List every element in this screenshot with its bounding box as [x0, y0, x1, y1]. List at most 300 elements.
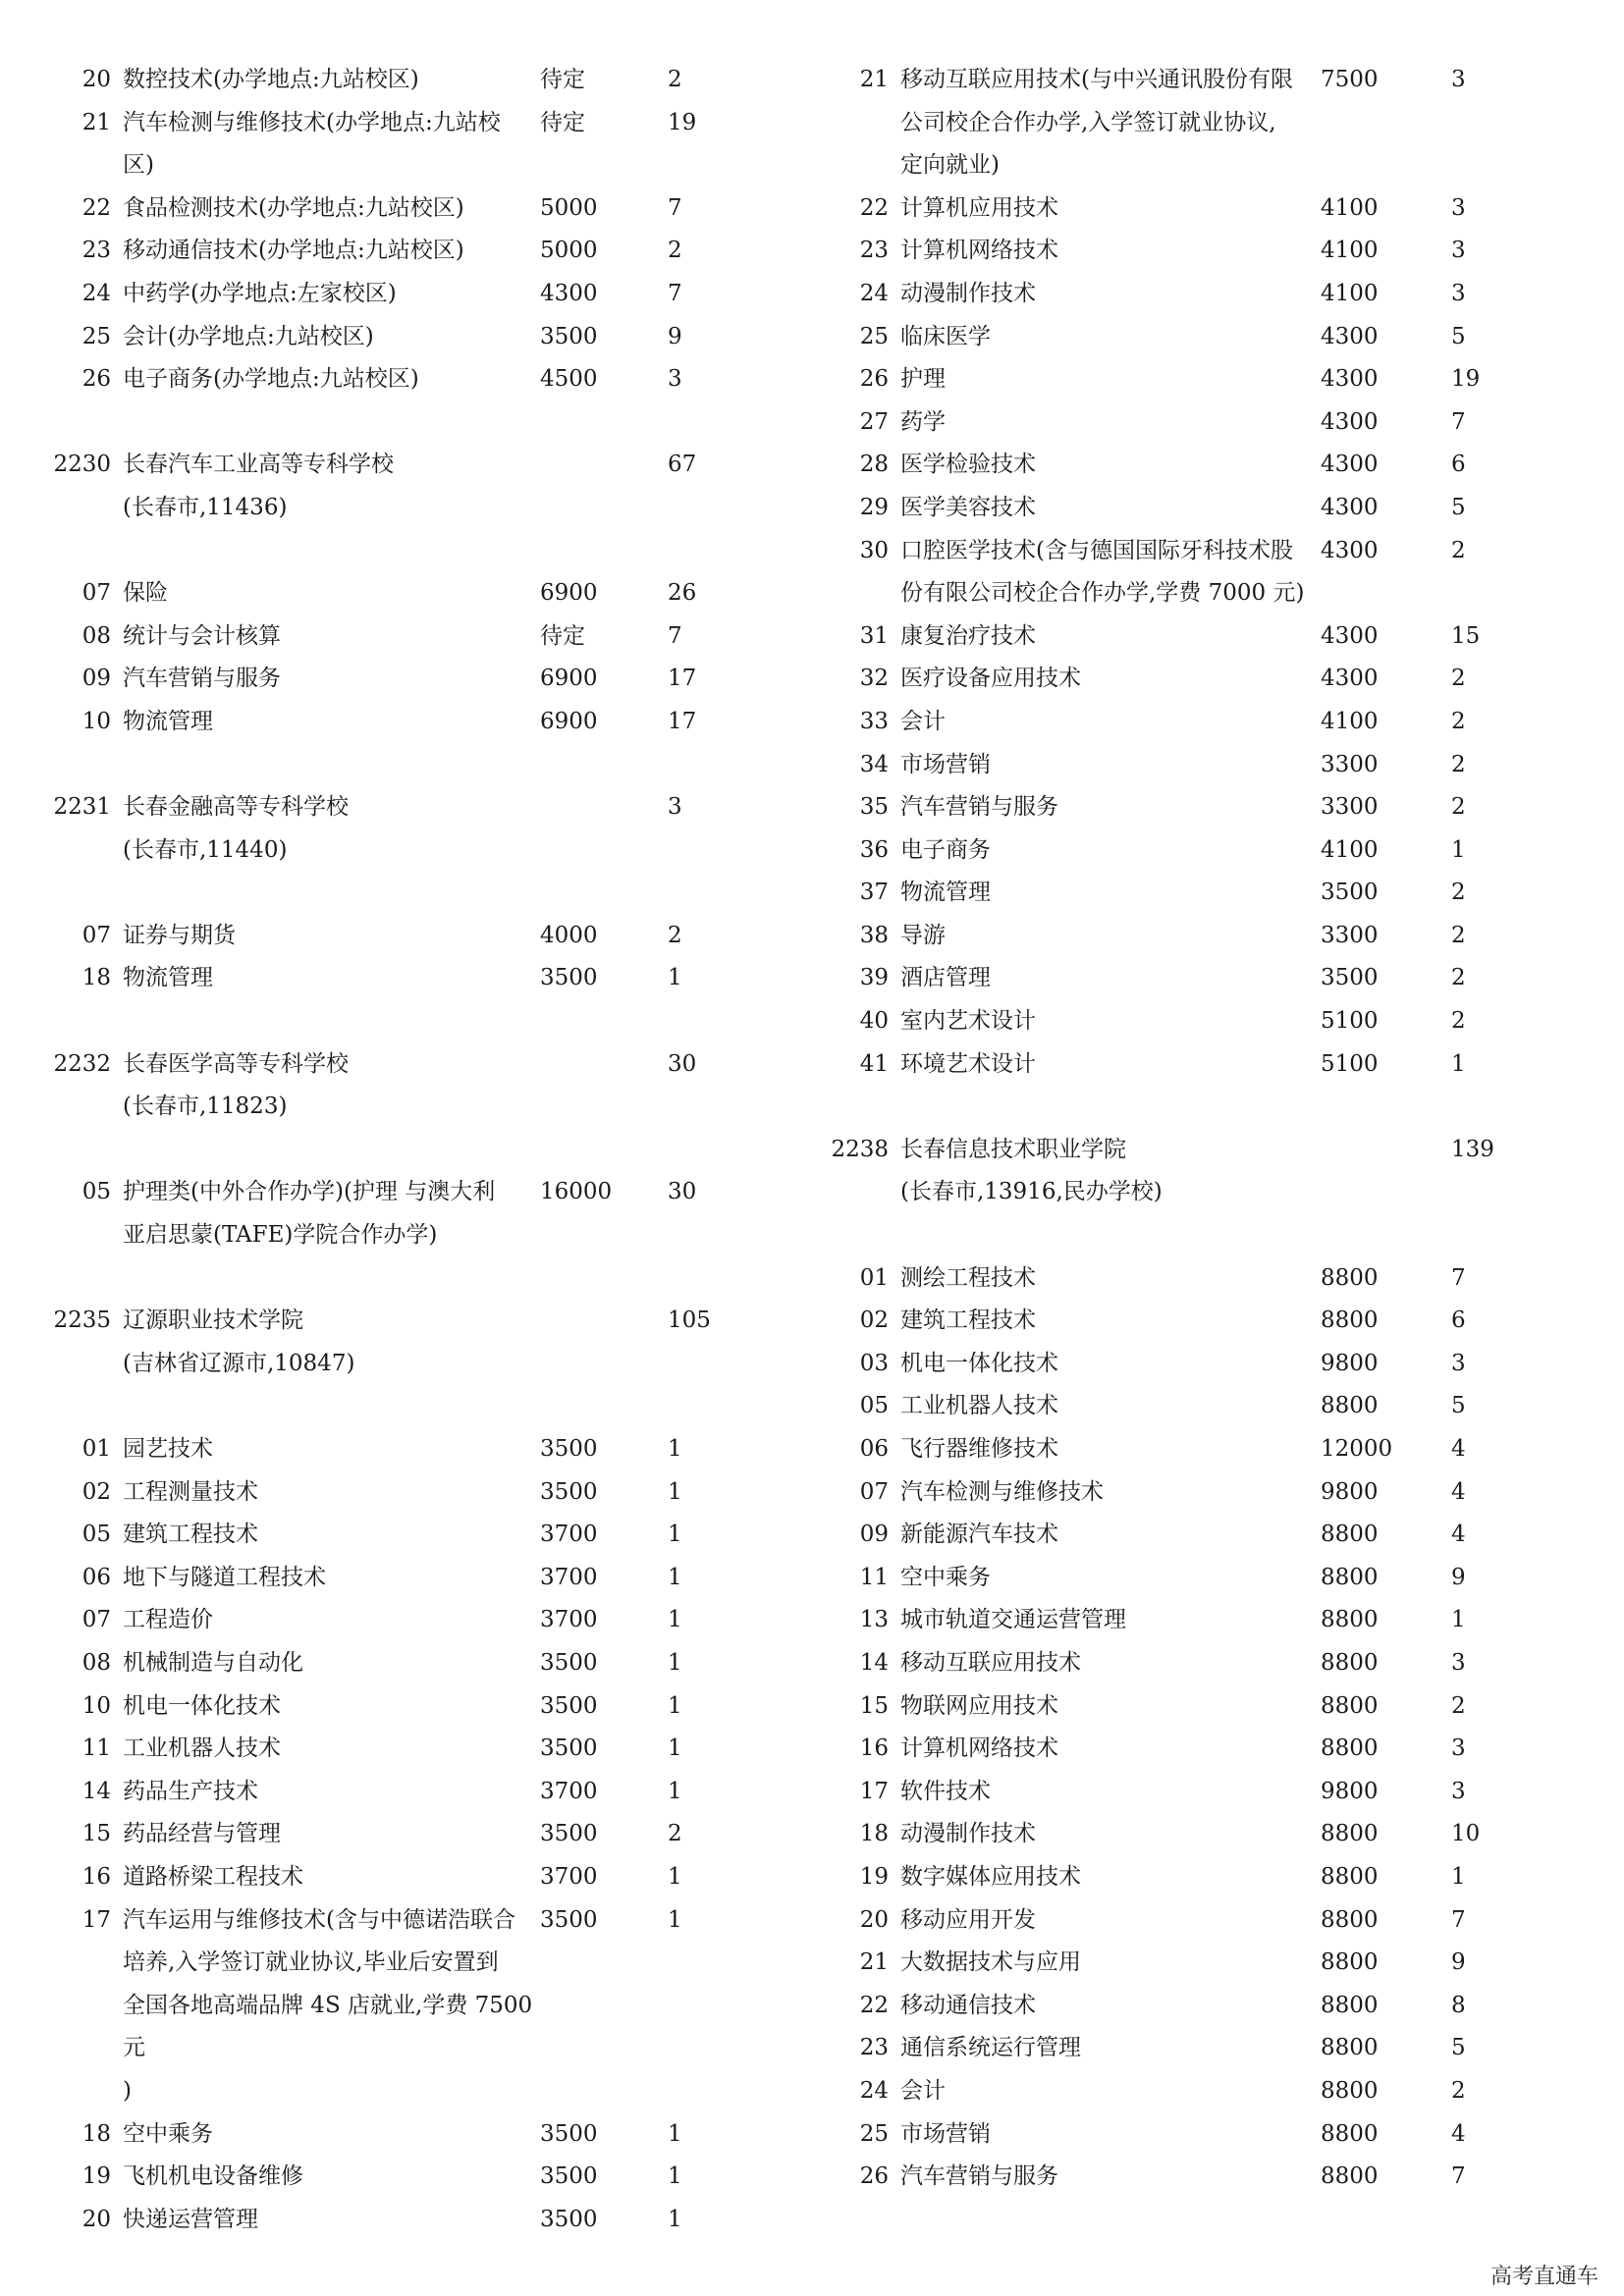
- major-plan: 1: [668, 1735, 682, 1762]
- major-name: 地下与隧道工程技术: [123, 1564, 326, 1590]
- major-code: 32: [859, 666, 889, 692]
- major-row: [827, 2027, 1583, 2070]
- major-row: [827, 1899, 1583, 1943]
- major-code: 33: [859, 708, 889, 734]
- spacer: [49, 1257, 795, 1301]
- major-fee: 3700: [540, 1607, 598, 1633]
- major-plan: 9: [668, 323, 682, 349]
- major-row: [827, 1043, 1583, 1087]
- major-fee: 3500: [540, 1821, 598, 1847]
- major-plan: 2: [1451, 794, 1466, 821]
- major-code: 20: [81, 67, 111, 92]
- major-name: 汽车营销与服务: [900, 794, 1058, 821]
- major-row: [49, 1599, 795, 1642]
- major-code: 26: [859, 366, 889, 393]
- school-name: 长春医学高等专科学校 (长春市,11823): [123, 1050, 349, 1120]
- right-column: [827, 59, 1583, 2199]
- major-name: 市场营销: [900, 2120, 991, 2147]
- major-plan: 3: [1451, 1778, 1466, 1804]
- major-code: 28: [859, 452, 889, 478]
- major-name: 工程测量技术: [123, 1478, 258, 1505]
- major-row: [827, 2070, 1583, 2113]
- school-row: [49, 1300, 795, 1385]
- major-fee: 8800: [1321, 1649, 1379, 1676]
- major-name: 移动通信技术(办学地点:九站校区): [123, 238, 464, 264]
- major-name: 会计: [900, 708, 946, 734]
- major-fee: 3500: [1321, 880, 1379, 906]
- major-name: 测绘工程技术: [900, 1264, 1036, 1291]
- major-name: 汽车营销与服务: [123, 666, 281, 692]
- major-plan: 7: [668, 622, 682, 649]
- major-name: 动漫制作技术: [900, 1821, 1036, 1847]
- major-code: 16: [859, 1735, 889, 1762]
- major-fee: 5100: [1321, 1050, 1379, 1077]
- major-fee: 4100: [1321, 194, 1379, 221]
- major-name: 空中乘务: [900, 1564, 991, 1590]
- major-code: 23: [859, 238, 889, 264]
- major-code: 37: [859, 880, 889, 906]
- major-fee: 4100: [1321, 238, 1379, 264]
- major-fee: 4300: [1321, 666, 1379, 692]
- spacer: [827, 1086, 1583, 1129]
- major-name: 电子商务: [900, 836, 991, 863]
- major-fee: 9800: [1321, 1778, 1379, 1804]
- major-row: [827, 786, 1583, 829]
- school-code: 2232: [53, 1050, 111, 1077]
- major-fee: 4000: [540, 922, 598, 948]
- major-row: [827, 1000, 1583, 1043]
- major-plan: 1: [668, 1436, 682, 1462]
- major-code: 02: [859, 1308, 889, 1334]
- school-code: 2235: [53, 1308, 111, 1334]
- major-fee: 7500: [1321, 67, 1379, 92]
- major-plan: 9: [1451, 1564, 1466, 1590]
- major-fee: 3500: [1321, 965, 1379, 991]
- major-fee: 12000: [1321, 1436, 1393, 1462]
- major-code: 15: [81, 1821, 111, 1847]
- major-fee: 9800: [1321, 1478, 1379, 1505]
- major-row: [827, 230, 1583, 273]
- watermark: 高考直通车: [1489, 2265, 1598, 2289]
- major-fee: 3300: [1321, 751, 1379, 777]
- major-row: [827, 1813, 1583, 1856]
- major-plan: 2: [1451, 880, 1466, 906]
- major-code: 01: [859, 1264, 889, 1291]
- major-fee: 3500: [540, 2206, 598, 2232]
- major-row: [49, 1771, 795, 1814]
- major-fee: 8800: [1321, 2035, 1379, 2061]
- major-row: [49, 1899, 795, 2113]
- school-plan: 30: [668, 1050, 697, 1077]
- major-name: 飞机机电设备维修: [123, 2163, 303, 2190]
- major-row: [49, 2199, 795, 2242]
- major-fee: 4300: [1321, 323, 1379, 349]
- major-name: 中药学(办学地点:左家校区): [123, 280, 397, 306]
- major-row: [49, 701, 795, 744]
- major-plan: 1: [668, 2206, 682, 2232]
- spacer: [49, 1385, 795, 1428]
- major-fee: 8800: [1321, 1607, 1379, 1633]
- major-plan: 1: [1451, 1050, 1466, 1077]
- major-code: 07: [81, 922, 111, 948]
- major-row: [827, 872, 1583, 915]
- major-code: 36: [859, 836, 889, 863]
- major-row: [49, 1171, 795, 1256]
- major-plan: 3: [1451, 1649, 1466, 1676]
- major-plan: 2: [668, 922, 682, 948]
- major-fee: 待定: [540, 622, 585, 649]
- major-name: 统计与会计核算: [123, 622, 281, 649]
- major-code: 23: [859, 2035, 889, 2061]
- major-row: [827, 957, 1583, 1000]
- major-plan: 7: [1451, 2163, 1466, 2190]
- major-plan: 1: [668, 2120, 682, 2147]
- major-plan: 3: [1451, 1735, 1466, 1762]
- major-name: 临床医学: [900, 323, 991, 349]
- major-fee: 8800: [1321, 1735, 1379, 1762]
- major-row: [49, 572, 795, 615]
- major-row: [49, 1685, 795, 1729]
- major-plan: 19: [668, 109, 697, 135]
- major-fee: 8800: [1321, 1821, 1379, 1847]
- major-code: 14: [859, 1649, 889, 1676]
- major-code: 18: [81, 965, 111, 991]
- major-code: 24: [859, 280, 889, 306]
- major-fee: 3500: [540, 965, 598, 991]
- major-name: 数字媒体应用技术: [900, 1863, 1081, 1890]
- major-plan: 4: [1451, 1478, 1466, 1505]
- major-name: 护理类(中外合作办学)(护理 与澳大利 亚启思蒙(TAFE)学院合作办学): [123, 1179, 496, 1249]
- school-plan: 3: [668, 794, 682, 821]
- school-plan: 67: [668, 452, 697, 478]
- school-name: 长春汽车工业高等专科学校 (长春市,11436): [123, 452, 394, 520]
- major-name: 电子商务(办学地点:九站校区): [123, 366, 419, 393]
- major-name: 酒店管理: [900, 965, 991, 991]
- major-plan: 1: [668, 1778, 682, 1804]
- major-fee: 待定: [540, 67, 585, 92]
- major-code: 21: [859, 1949, 889, 1976]
- major-name: 计算机网络技术: [900, 1735, 1058, 1762]
- major-fee: 3700: [540, 1564, 598, 1590]
- major-code: 15: [859, 1692, 889, 1719]
- major-fee: 3500: [540, 323, 598, 349]
- major-row: [827, 1599, 1583, 1642]
- major-plan: 2: [1451, 1008, 1466, 1035]
- major-row: [49, 1642, 795, 1685]
- school-code: 2231: [53, 794, 111, 821]
- major-fee: 4300: [540, 280, 598, 306]
- major-code: 10: [81, 1692, 111, 1719]
- major-name: 飞行器维修技术: [900, 1436, 1058, 1462]
- major-code: 22: [81, 194, 111, 221]
- major-name: 医学美容技术: [900, 494, 1036, 520]
- major-plan: 2: [1451, 537, 1466, 563]
- major-code: 29: [859, 494, 889, 520]
- major-row: [827, 1428, 1583, 1471]
- major-code: 19: [81, 2163, 111, 2190]
- major-fee: 5000: [540, 194, 598, 221]
- major-fee: 3700: [540, 1863, 598, 1890]
- major-plan: 4: [1451, 1522, 1466, 1548]
- major-row: [49, 1471, 795, 1515]
- major-plan: 3: [1451, 194, 1466, 221]
- major-row: [827, 1856, 1583, 1899]
- major-row: [827, 2113, 1583, 2157]
- major-name: 药学: [900, 408, 946, 435]
- major-code: 20: [859, 1906, 889, 1933]
- school-name: 长春金融高等专科学校 (长春市,11440): [123, 794, 349, 863]
- major-fee: 8800: [1321, 1949, 1379, 1976]
- major-name: 物流管理: [123, 965, 213, 991]
- major-fee: 3500: [540, 2120, 598, 2147]
- major-row: [827, 1300, 1583, 1343]
- major-fee: 8800: [1321, 1393, 1379, 1419]
- major-row: [827, 2156, 1583, 2199]
- major-fee: 8800: [1321, 1863, 1379, 1890]
- major-name: 会计(办学地点:九站校区): [123, 323, 374, 349]
- major-plan: 9: [1451, 1949, 1466, 1976]
- major-name: 建筑工程技术: [123, 1522, 258, 1548]
- major-code: 06: [859, 1436, 889, 1462]
- major-fee: 8800: [1321, 1906, 1379, 1933]
- major-plan: 2: [1451, 922, 1466, 948]
- major-row: [49, 1813, 795, 1856]
- major-fee: 3500: [540, 1906, 598, 1933]
- major-plan: 1: [668, 1607, 682, 1633]
- major-row: [827, 487, 1583, 530]
- school-code: 2238: [831, 1136, 889, 1162]
- major-plan: 3: [668, 366, 682, 393]
- major-name: 大数据技术与应用: [900, 1949, 1081, 1976]
- major-name: 工程造价: [123, 1607, 213, 1633]
- major-name: 道路桥梁工程技术: [123, 1863, 303, 1890]
- major-name: 移动互联应用技术: [900, 1649, 1081, 1676]
- major-plan: 7: [668, 194, 682, 221]
- major-plan: 1: [668, 1906, 682, 1933]
- major-code: 07: [859, 1478, 889, 1505]
- major-fee: 3500: [540, 1478, 598, 1505]
- major-name: 机电一体化技术: [900, 1350, 1058, 1376]
- major-fee: 3300: [1321, 794, 1379, 821]
- major-code: 30: [859, 537, 889, 563]
- major-fee: 8800: [1321, 1308, 1379, 1334]
- major-row: [827, 658, 1583, 701]
- major-code: 21: [859, 67, 889, 92]
- major-fee: 4300: [1321, 408, 1379, 435]
- major-plan: 30: [668, 1179, 697, 1205]
- major-name: 药品生产技术: [123, 1778, 258, 1804]
- major-row: [49, 1728, 795, 1771]
- major-code: 17: [81, 1906, 111, 1933]
- major-fee: 8800: [1321, 1692, 1379, 1719]
- major-plan: 2: [1451, 708, 1466, 734]
- major-fee: 5100: [1321, 1008, 1379, 1035]
- major-code: 20: [81, 2206, 111, 2232]
- major-name: 导游: [900, 922, 946, 948]
- major-row: [49, 273, 795, 316]
- major-plan: 1: [668, 965, 682, 991]
- major-code: 23: [81, 238, 111, 264]
- major-code: 22: [859, 194, 889, 221]
- major-row: [827, 444, 1583, 487]
- major-plan: 1: [668, 1478, 682, 1505]
- major-name: 医疗设备应用技术: [900, 666, 1081, 692]
- major-fee: 8800: [1321, 2077, 1379, 2104]
- major-name: 物流管理: [900, 880, 991, 906]
- major-fee: 3700: [540, 1778, 598, 1804]
- major-code: 06: [81, 1564, 111, 1590]
- major-row: [49, 658, 795, 701]
- major-plan: 3: [1451, 67, 1466, 92]
- major-row: [49, 2156, 795, 2199]
- major-name: 康复治疗技术: [900, 622, 1036, 649]
- major-code: 35: [859, 794, 889, 821]
- major-code: 11: [81, 1735, 111, 1762]
- major-plan: 10: [1451, 1821, 1481, 1847]
- major-code: 07: [81, 580, 111, 607]
- major-row: [827, 1728, 1583, 1771]
- major-fee: 5000: [540, 238, 598, 264]
- major-fee: 8800: [1321, 2163, 1379, 2190]
- major-name: 数控技术(办学地点:九站校区): [123, 67, 419, 92]
- major-name: 建筑工程技术: [900, 1308, 1036, 1334]
- major-name: 工业机器人技术: [123, 1735, 281, 1762]
- major-name: 物流管理: [123, 708, 213, 734]
- major-plan: 2: [668, 67, 682, 92]
- major-plan: 2: [1451, 965, 1466, 991]
- major-fee: 3500: [540, 1649, 598, 1676]
- major-plan: 7: [1451, 1906, 1466, 1933]
- school-row: [49, 786, 795, 872]
- major-fee: 4100: [1321, 708, 1379, 734]
- major-code: 24: [81, 280, 111, 306]
- school-row: [827, 1129, 1583, 1214]
- major-code: 14: [81, 1778, 111, 1804]
- major-code: 27: [859, 408, 889, 435]
- major-code: 03: [859, 1350, 889, 1376]
- major-code: 11: [859, 1564, 889, 1590]
- spacer: [49, 872, 795, 915]
- major-code: 02: [81, 1478, 111, 1505]
- major-row: [49, 230, 795, 273]
- major-row: [827, 530, 1583, 615]
- major-plan: 3: [1451, 238, 1466, 264]
- major-plan: 3: [1451, 280, 1466, 306]
- major-name: 计算机网络技术: [900, 238, 1058, 264]
- major-code: 39: [859, 965, 889, 991]
- major-row: [49, 1856, 795, 1899]
- major-code: 40: [859, 1008, 889, 1035]
- major-code: 08: [81, 1649, 111, 1676]
- major-name: 物联网应用技术: [900, 1692, 1058, 1719]
- major-name: 移动通信技术: [900, 1992, 1036, 2018]
- major-name: 室内艺术设计: [900, 1008, 1036, 1035]
- major-code: 01: [81, 1436, 111, 1462]
- major-fee: 3300: [1321, 922, 1379, 948]
- major-code: 26: [859, 2163, 889, 2190]
- major-code: 09: [81, 666, 111, 692]
- major-name: 新能源汽车技术: [900, 1522, 1058, 1548]
- major-row: [49, 615, 795, 659]
- major-fee: 3500: [540, 1436, 598, 1462]
- major-code: 13: [859, 1607, 889, 1633]
- major-fee: 8800: [1321, 1264, 1379, 1291]
- major-row: [827, 1514, 1583, 1557]
- major-plan: 1: [1451, 1607, 1466, 1633]
- major-fee: 6900: [540, 708, 598, 734]
- major-code: 24: [859, 2077, 889, 2104]
- major-row: [49, 1428, 795, 1471]
- major-name: 通信系统运行管理: [900, 2035, 1081, 2061]
- major-fee: 待定: [540, 109, 585, 135]
- major-name: 动漫制作技术: [900, 280, 1036, 306]
- major-name: 城市轨道交通运营管理: [900, 1607, 1126, 1633]
- major-row: [827, 1985, 1583, 2028]
- major-row: [827, 1685, 1583, 1729]
- major-name: 工业机器人技术: [900, 1393, 1058, 1419]
- major-fee: 4300: [1321, 366, 1379, 393]
- major-name: 机械制造与自动化: [123, 1649, 303, 1676]
- major-plan: 17: [668, 666, 697, 692]
- major-plan: 1: [1451, 1863, 1466, 1890]
- major-plan: 2: [668, 238, 682, 264]
- major-plan: 5: [1451, 494, 1466, 520]
- major-row: [827, 915, 1583, 958]
- major-code: 22: [859, 1992, 889, 2018]
- major-plan: 8: [1451, 1992, 1466, 2018]
- major-name: 汽车运用与维修技术(含与中德诺浩联合 培养,入学签订就业协议,毕业后安置到 全国各地高端品牌 4S 店就业,学费 7500 元 ): [123, 1906, 533, 2104]
- major-name: 环境艺术设计: [900, 1050, 1036, 1077]
- major-code: 08: [81, 622, 111, 649]
- major-code: 25: [859, 323, 889, 349]
- major-plan: 2: [1451, 666, 1466, 692]
- major-code: 05: [81, 1179, 111, 1205]
- major-fee: 4300: [1321, 537, 1379, 563]
- major-code: 10: [81, 708, 111, 734]
- major-code: 25: [859, 2120, 889, 2147]
- major-name: 药品经营与管理: [123, 1821, 281, 1847]
- major-row: [827, 316, 1583, 359]
- major-row: [827, 59, 1583, 187]
- major-fee: 4100: [1321, 836, 1379, 863]
- school-row: [49, 1043, 795, 1129]
- major-row: [827, 1942, 1583, 1985]
- major-fee: 8800: [1321, 1522, 1379, 1548]
- major-plan: 1: [668, 1564, 682, 1590]
- major-name: 机电一体化技术: [123, 1692, 281, 1719]
- major-plan: 26: [668, 580, 697, 607]
- major-row: [827, 358, 1583, 401]
- major-plan: 1: [668, 1863, 682, 1890]
- major-plan: 1: [668, 1522, 682, 1548]
- major-plan: 4: [1451, 1436, 1466, 1462]
- school-code: 2230: [53, 452, 111, 478]
- major-name: 移动应用开发: [900, 1906, 1036, 1933]
- major-plan: 1: [668, 1692, 682, 1719]
- major-code: 18: [859, 1821, 889, 1847]
- major-code: 34: [859, 751, 889, 777]
- major-plan: 2: [1451, 751, 1466, 777]
- major-plan: 2: [668, 1821, 682, 1847]
- school-plan: 105: [668, 1308, 711, 1334]
- major-name: 汽车检测与维修技术: [900, 1478, 1104, 1505]
- major-plan: 5: [1451, 323, 1466, 349]
- major-row: [49, 1514, 795, 1557]
- major-name: 护理: [900, 366, 946, 393]
- major-code: 16: [81, 1863, 111, 1890]
- major-code: 25: [81, 323, 111, 349]
- major-fee: 8800: [1321, 1992, 1379, 2018]
